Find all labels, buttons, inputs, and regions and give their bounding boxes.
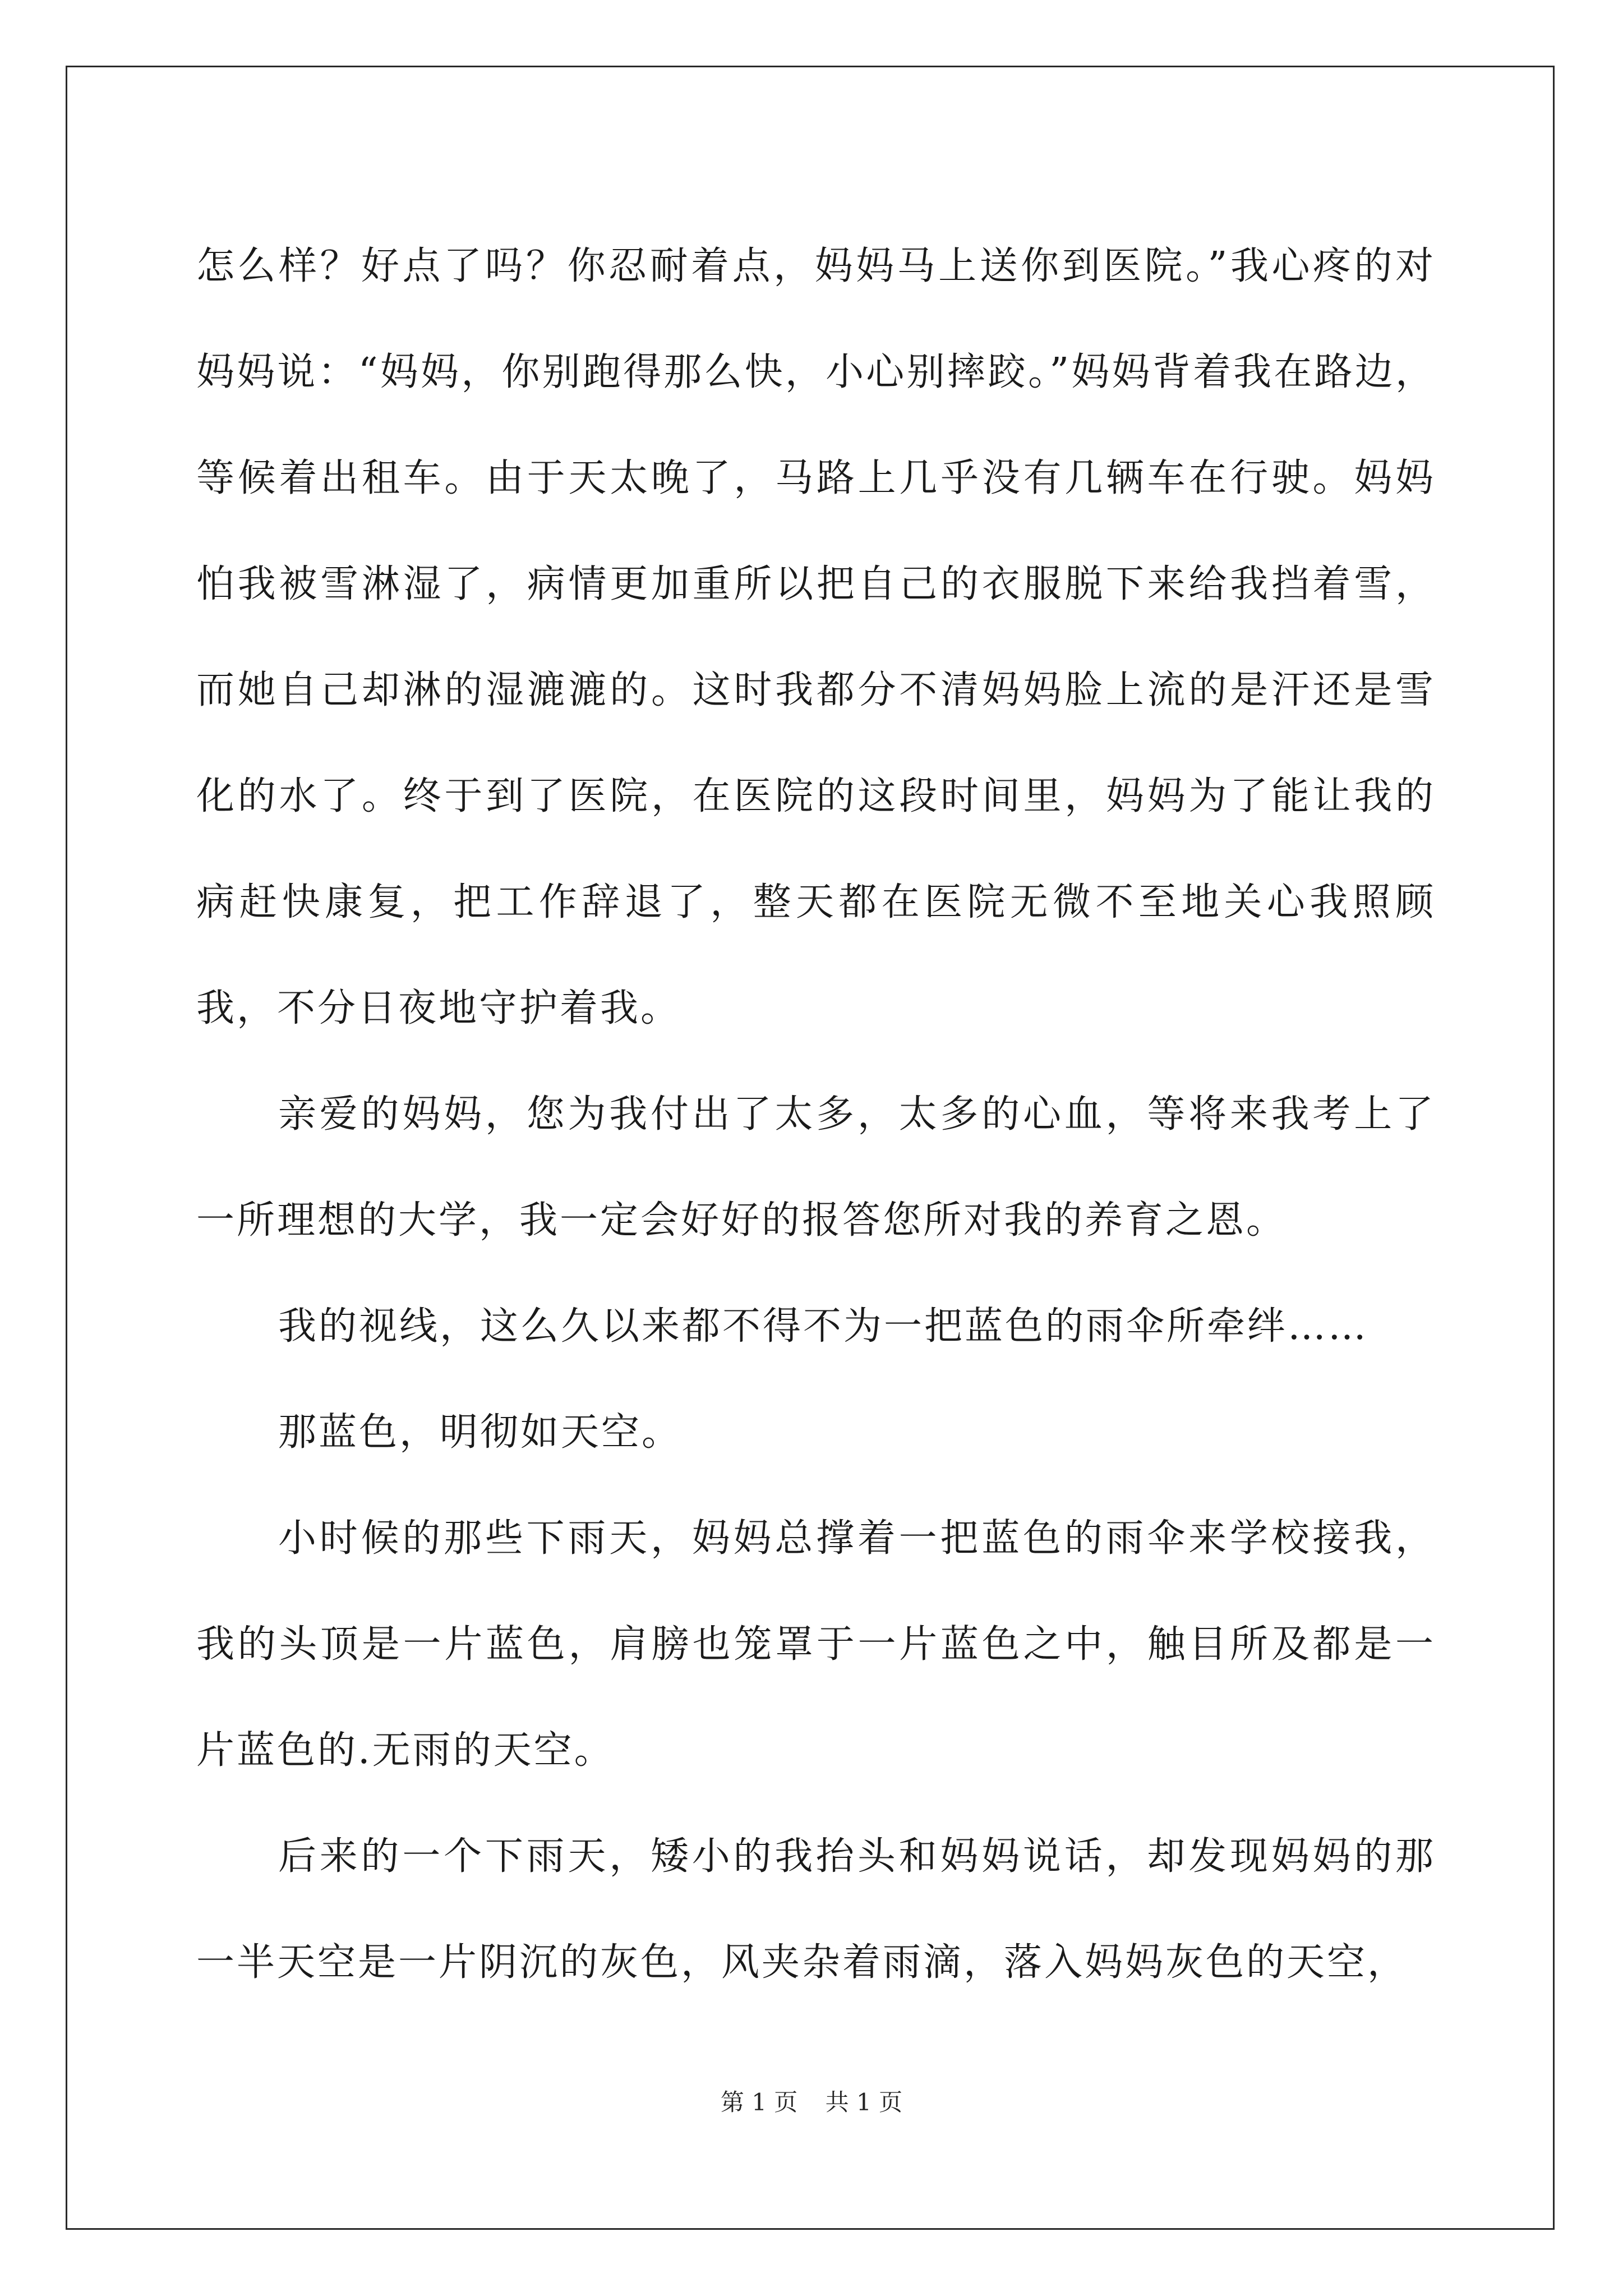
page-footer bbox=[0, 2084, 1623, 2118]
paragraph: 怎么样？好点了吗？你忍耐着点，妈妈马上送你到医院。”我心疼的对妈妈说：“妈妈，你别跑得那么快，小心别摔跤。”妈妈背着我在路边，等候着出租车。由于天太晚了，马路上几乎没有几辆车在行驶。妈妈怕我被雪淋湿了，病情更加重所以把自己的衣服脱下来给我挡着雪，而她自己却淋的湿漉漉的。这时我都分不清妈妈脸上流的是汗还是雪化的水了。终于到了医院，在医院的这段时间里，妈妈为了能让我的病赶快康复，把工作辞退了，整天都在医院无微不至地关心我照顾我，不分日夜地守护着我。 bbox=[196, 244, 1436, 1030]
paragraph: 小时候的那些下雨天，妈妈总撑着一把蓝色的雨伞来学校接我，我的头顶是一片蓝色，肩膀也笼罩于一片蓝色之中，触目所及都是一片蓝色的.无雨的天空。 bbox=[196, 1516, 1436, 1773]
paragraph: 那蓝色，明彻如天空。 bbox=[278, 1410, 683, 1455]
paragraph: 亲爱的妈妈，您为我付出了太多，太多的心血，等将来我考上了一所理想的大学，我一定会好好的报答您所对我的养育之恩。 bbox=[196, 1092, 1436, 1243]
paragraph: 我的视线，这么久以来都不得不为一把蓝色的雨伞所牵绊…… bbox=[278, 1304, 1369, 1349]
page-number: 第 1 页 bbox=[720, 2088, 798, 2116]
page-total: 共 1 页 bbox=[825, 2088, 903, 2116]
paragraph: 后来的一个下雨天，矮小的我抬头和妈妈说话，却发现妈妈的那一半天空是一片阴沉的灰色，风夹杂着雨滴，落入妈妈灰色的天空， bbox=[196, 1834, 1436, 1985]
document-body bbox=[196, 213, 1436, 2016]
